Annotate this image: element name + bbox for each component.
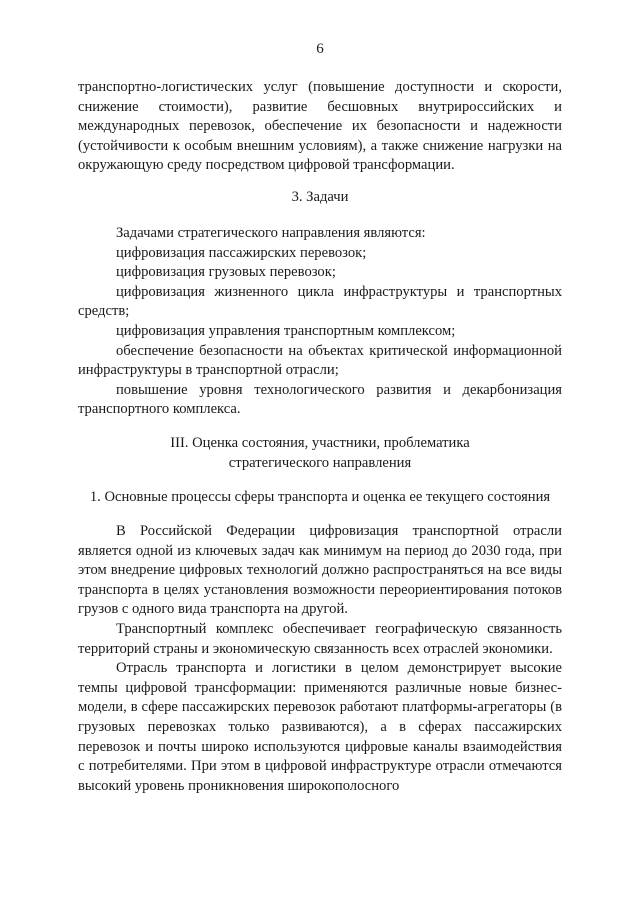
body-paragraph: Транспортный комплекс обеспечивает географическую связанность территорий страны и экономическую связанность всех отраслей экономики. (78, 620, 562, 657)
tasks-intro: Задачами стратегического направления являются: (116, 225, 426, 241)
task-item: обеспечение безопасности на объектах критической информационной инфраструктуры в транспортной отрасли; (78, 342, 562, 379)
tasks-block (78, 224, 562, 420)
section3-heading: 3. Задачи (291, 189, 349, 205)
body-paragraph: В Российской Федерации цифровизация транспортной отрасли является одной из ключевых задач как минимум на период до 2030 года, при этом внедрение цифровых технологий должно распространяться на все виды транспорта в целях установления возможности переориентирования потоков грузов с одного вида транспорта на другой. (78, 523, 562, 618)
part3-heading-block (78, 434, 562, 473)
task-item: повышение уровня технологического развития и декарбонизация транспортного комплекса. (78, 381, 562, 418)
intro-paragraph: транспортно-логистических услуг (повышение доступности и скорости, снижение стоимости), развитие бесшовных внутрироссийских и международных перевозок, обеспечение их безопасности и надежности (устойчивости к особым внешним условиям), а также снижение нагрузки на окружающую среду посредством цифровой трансформации. (78, 79, 562, 174)
task-item: цифровизация грузовых перевозок; (116, 264, 336, 281)
subsection1-heading: 1. Основные процессы сферы транспорта и оценка ее текущего состояния (89, 489, 551, 505)
body-text-block (78, 522, 562, 796)
task-item: цифровизация пассажирских перевозок; (116, 244, 367, 261)
section3-heading-block (78, 188, 562, 208)
page-number: 6 (316, 41, 324, 57)
intro-paragraph-block (78, 78, 562, 176)
task-item: цифровизация управления транспортным комплексом; (116, 322, 456, 339)
part3-heading-line2: стратегического направления (228, 454, 412, 471)
task-item: цифровизация жизненного цикла инфраструктуры и транспортных средств; (78, 283, 562, 320)
part3-heading-line1: III. Оценка состояния, участники, проблематика (170, 435, 470, 451)
body-paragraph: Отрасль транспорта и логистики в целом демонстрирует высокие темпы цифровой трансформации: применяются различные новые бизнес-модели, в сфере пассажирских перевозок работают платформы-агрегаторы (в грузовых перевозках только развиваются), а в сферах пассажирских перевозок и почты широко используются цифровые каналы взаимодействия с потребителями. При этом в цифровой инфраструктуре отрасли отмечаются высокий уровень проникновения широкополосного (78, 660, 562, 794)
subsection1-heading-block (78, 488, 562, 508)
